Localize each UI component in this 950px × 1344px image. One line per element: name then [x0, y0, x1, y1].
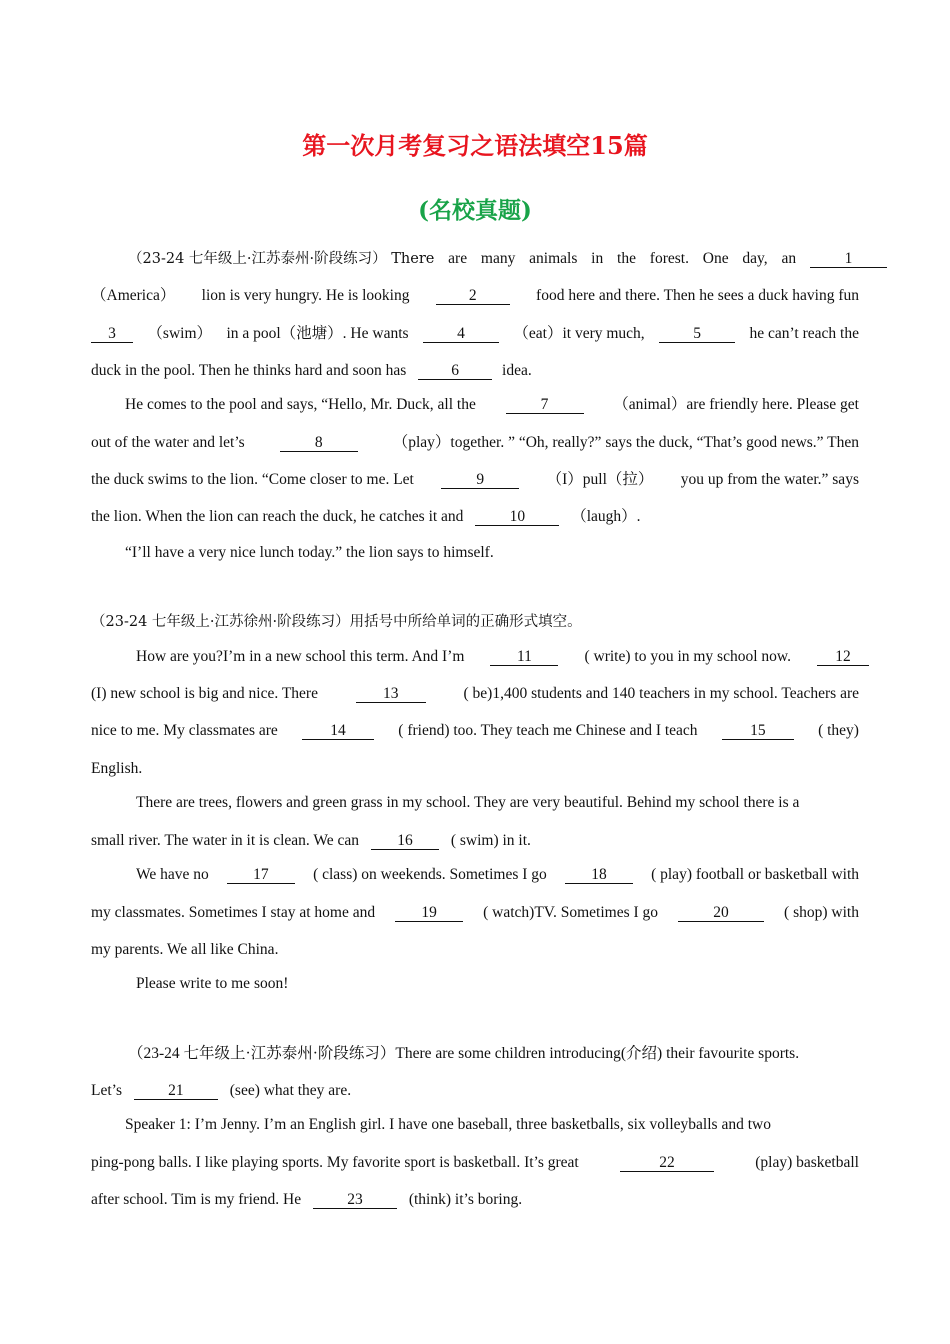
passage1-line2: （America） lion is very hungry. He is looking 2 food here and there. Then he sees a duck having fun	[91, 287, 859, 304]
blank-21[interactable]: 21	[134, 1082, 218, 1100]
passage2-source: （23-24 七年级上·江苏徐州·阶段练习）用括号中所给单词的正确形式填空。	[91, 614, 582, 630]
passage1-line7: the duck swims to the lion. “Come closer to me. Let 9 （I）pull（拉） you up from the water.” says	[91, 471, 859, 488]
passage1-line9: “I’ll have a very nice lunch today.” the lion says to himself.	[125, 544, 494, 561]
blank-15[interactable]: 15	[722, 722, 794, 740]
passage2-line6: small river. The water in it is clean. We can 16 ( swim) in it.	[91, 832, 531, 849]
page-subtitle: (名校真题)	[418, 197, 532, 224]
passage1-line5: He comes to the pool and says, “Hello, Mr. Duck, all the 7 （animal）are friendly here. Please get	[125, 396, 859, 413]
blank-4[interactable]: 4	[423, 325, 499, 343]
blank-1[interactable]: 1	[810, 250, 887, 268]
passage2-line4: English.	[91, 760, 143, 777]
passage2-line9: my parents. We all like China.	[91, 941, 279, 958]
blank-2[interactable]: 2	[436, 287, 510, 305]
blank-18[interactable]: 18	[565, 866, 633, 884]
blank-10[interactable]: 10	[475, 508, 559, 526]
blank-16[interactable]: 16	[371, 832, 439, 850]
blank-11[interactable]: 11	[490, 648, 558, 666]
passage3-line1: （23-24 七年级上·江苏泰州·阶段练习）There are some children introducing(介绍) their favourite sports.	[128, 1045, 800, 1062]
blank-12[interactable]: 12	[817, 648, 869, 666]
passage2-line3: nice to me. My classmates are 14 ( friend) too. They teach me Chinese and I teach 15 ( they)	[91, 722, 859, 739]
passage3-line3: Speaker 1: I’m Jenny. I’m an English girl. I have one baseball, three basketballs, six volleyballs and two	[125, 1116, 771, 1133]
blank-8[interactable]: 8	[280, 434, 358, 452]
passage1-line6: out of the water and let’s 8 （play）together. ” “Oh, really?” says the duck, “That’s good news.” Then	[91, 434, 859, 451]
passage2-line5: There are trees, flowers and green grass in my school. They are very beautiful. Behind my school there is a	[136, 794, 800, 811]
blank-13[interactable]: 13	[356, 685, 426, 703]
passage1-line3: 3 （swim） in a pool（池塘）. He wants 4 （eat）it very much, 5 he can’t reach the	[91, 323, 859, 345]
passage2-line8: my classmates. Sometimes I stay at home and 19 ( watch)TV. Sometimes I go 20 ( shop) with	[91, 904, 859, 921]
passage1-line1: （23-24 七年级上·江苏泰州·阶段练习） There are many animals in the forest. One day, an 1	[128, 248, 887, 270]
passage1-line4: duck in the pool. Then he thinks hard and soon has 6 idea.	[91, 362, 532, 379]
blank-3[interactable]: 3	[91, 325, 133, 343]
blank-17[interactable]: 17	[227, 866, 295, 884]
passage2-line7: We have no 17 ( class) on weekends. Sometimes I go 18 ( play) football or basketball with	[136, 866, 859, 883]
blank-22[interactable]: 22	[620, 1154, 714, 1172]
blank-19[interactable]: 19	[395, 904, 463, 922]
passage3-line4: ping-pong balls. I like playing sports. My favorite sport is basketball. It’s great 22 (play) basketball	[91, 1154, 859, 1171]
page-title: 第一次月考复习之语法填空15篇	[302, 131, 648, 160]
blank-9[interactable]: 9	[441, 471, 519, 489]
passage2-line2: (I) new school is big and nice. There 13 ( be)1,400 students and 140 teachers in my school. Teachers are	[91, 685, 859, 702]
blank-20[interactable]: 20	[678, 904, 764, 922]
passage3-line2: Let’s 21 (see) what they are.	[91, 1082, 352, 1099]
blank-23[interactable]: 23	[313, 1191, 397, 1209]
passage3-line5: after school. Tim is my friend. He 23 (think) it’s boring.	[91, 1191, 523, 1208]
blank-6[interactable]: 6	[418, 362, 492, 380]
blank-7[interactable]: 7	[506, 396, 584, 414]
blank-14[interactable]: 14	[302, 722, 374, 740]
blank-5[interactable]: 5	[659, 325, 735, 343]
passage2-line1: How are you?I’m in a new school this term. And I’m 11 ( write) to you in my school now. 12	[136, 646, 869, 668]
passage2-line10: Please write to me soon!	[136, 975, 289, 992]
passage1-line8: the lion. When the lion can reach the duck, he catches it and 10 （laugh）.	[91, 508, 641, 525]
